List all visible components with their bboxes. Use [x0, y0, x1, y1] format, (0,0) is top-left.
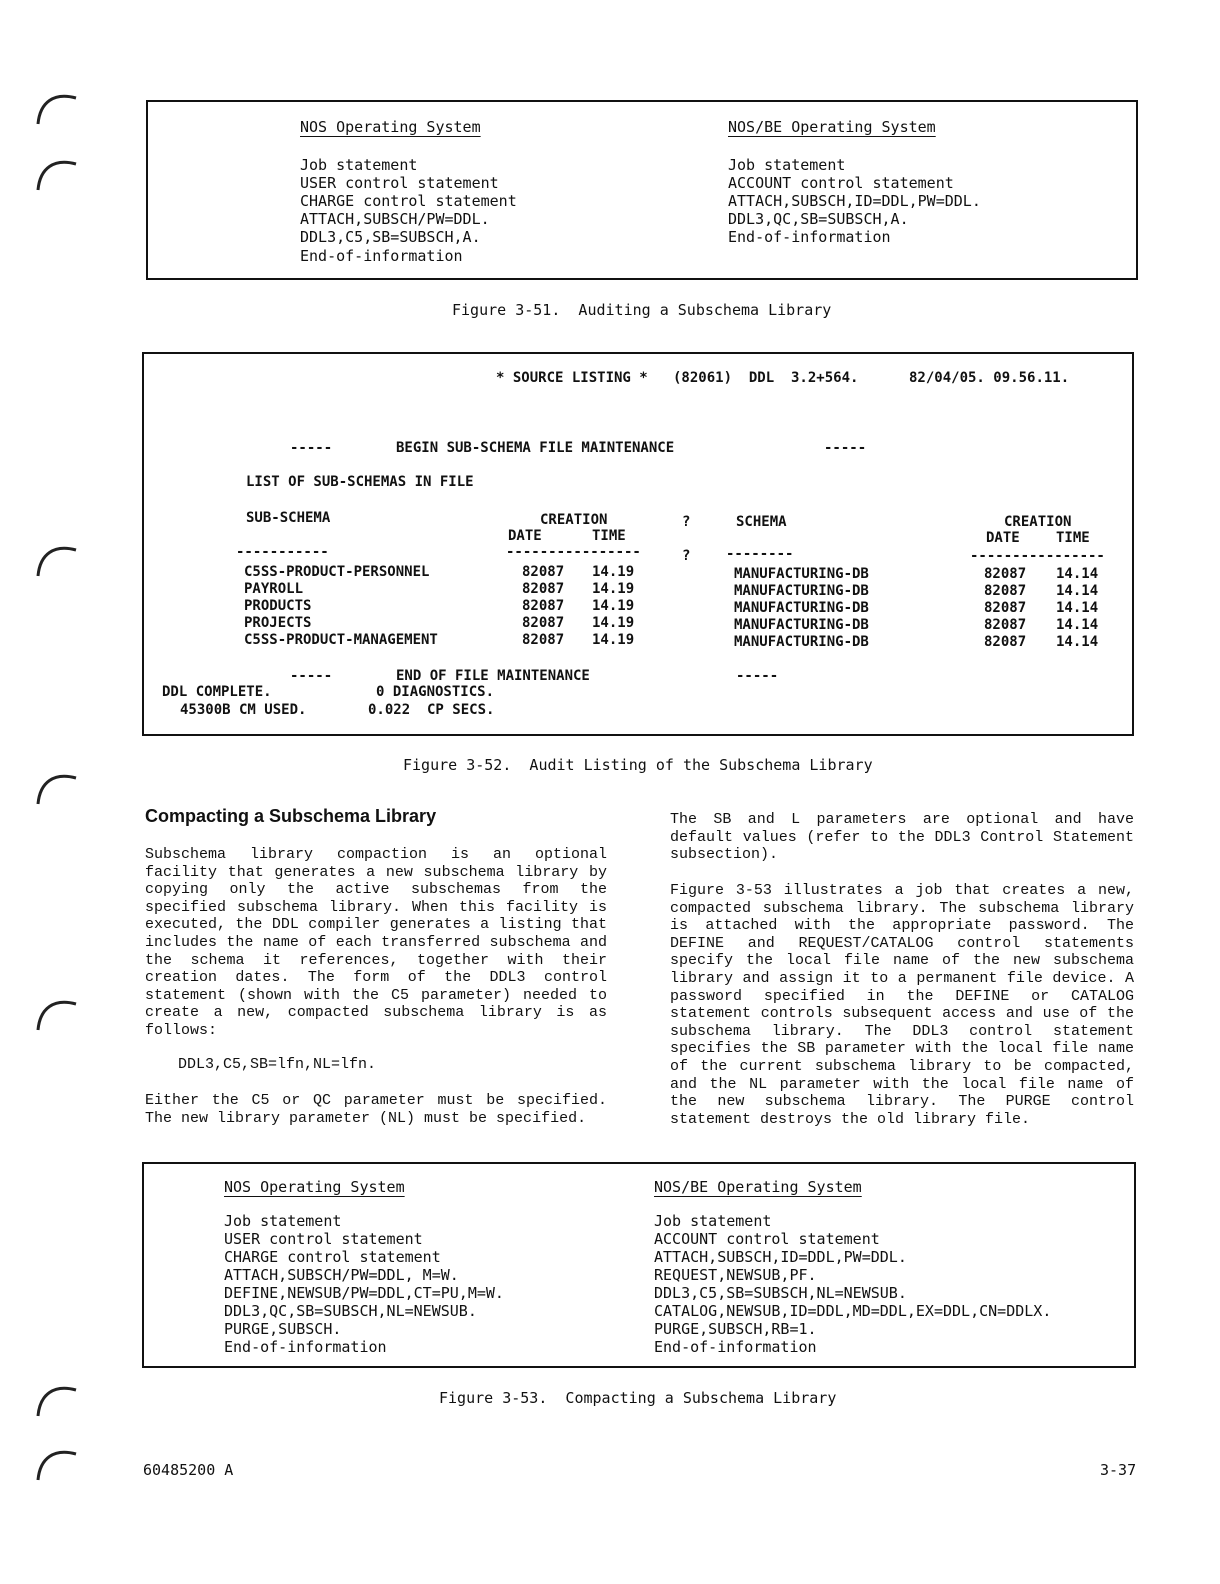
table-row-schema-time: 14.14: [1056, 617, 1099, 633]
table-row-date: 82087: [522, 632, 565, 648]
table-row-schema: MANUFACTURING-DB: [734, 600, 869, 616]
nosbe-line: End-of-information: [654, 1338, 817, 1356]
binder-hole-icon: [34, 536, 78, 580]
table-row-schema: MANUFACTURING-DB: [734, 583, 869, 599]
binder-hole-icon: [34, 84, 78, 128]
table-row-subschema: PROJECTS: [244, 615, 312, 631]
ddl-complete: DDL COMPLETE.: [162, 684, 272, 700]
paragraph: Subschema library compaction is an optional facility that generates a new subschema library by copying only the active subschemas from the specified subschema library. When this facility is executed, the DDL compiler generates a listing that includes the name of each transferred subschema and the schema it references, together with their creation dates. The form of the DDL3 control statement (shown with the C5 parameter) needed to create a new, compacted subschema library is as follows:: [145, 846, 607, 1039]
nos-line: Job statement: [300, 156, 418, 174]
col-schema-time: TIME: [1056, 530, 1090, 546]
rule: ----------------: [970, 548, 1105, 564]
nos-line: USER control statement: [224, 1230, 423, 1248]
figure-caption: Figure 3-52. Audit Listing of the Subschema Library: [403, 756, 873, 774]
nosbe-line: CATALOG,NEWSUB,ID=DDL,MD=DDL,EX=DDL,CN=DDLX.: [654, 1302, 1052, 1320]
doc-number: 60485200 A: [143, 1461, 234, 1479]
nos-line: DEFINE,NEWSUB/PW=DDL,CT=PU,M=W.: [224, 1284, 504, 1302]
diagnostics: 0 DIAGNOSTICS.: [376, 684, 495, 700]
nos-line: Job statement: [224, 1212, 342, 1230]
end-maintenance: END OF FILE MAINTENANCE: [396, 668, 590, 684]
nosbe-line: REQUEST,NEWSUB,PF.: [654, 1266, 817, 1284]
col-q: ?: [682, 514, 691, 530]
nosbe-title: NOS/BE Operating System: [654, 1178, 862, 1196]
binder-hole-icon: [34, 1440, 78, 1484]
col-schema: SCHEMA: [736, 514, 787, 530]
binder-hole-icon: [34, 990, 78, 1034]
table-row-time: 14.19: [592, 632, 635, 648]
table-row-subschema: C5SS-PRODUCT-PERSONNEL: [244, 564, 430, 580]
nosbe-line: Job statement: [654, 1212, 772, 1230]
list-title: LIST OF SUB-SCHEMAS IN FILE: [246, 474, 474, 490]
nos-line: DDL3,QC,SB=SUBSCH,NL=NEWSUB.: [224, 1302, 477, 1320]
col-q: ?: [682, 548, 691, 564]
table-row-schema: MANUFACTURING-DB: [734, 617, 869, 633]
table-row-time: 14.19: [592, 615, 635, 631]
page-number: 3-37: [1100, 1461, 1137, 1479]
rule: ----------------: [506, 544, 641, 560]
cp-secs: 0.022 CP SECS.: [368, 702, 495, 718]
table-row-schema-time: 14.14: [1056, 566, 1099, 582]
nos-line: ATTACH,SUBSCH/PW=DDL, M=W.: [224, 1266, 459, 1284]
nosbe-line: ACCOUNT control statement: [728, 174, 954, 192]
table-row-schema-date: 82087: [984, 566, 1027, 582]
nosbe-line: PURGE,SUBSCH,RB=1.: [654, 1320, 817, 1338]
table-row-subschema: PRODUCTS: [244, 598, 312, 614]
dash-marker: -----: [290, 440, 333, 456]
col-schema-date: DATE: [986, 530, 1020, 546]
col-creation: CREATION: [540, 512, 608, 528]
table-row-schema-date: 82087: [984, 583, 1027, 599]
begin-maintenance: BEGIN SUB-SCHEMA FILE MAINTENANCE: [396, 440, 675, 456]
nosbe-line: ACCOUNT control statement: [654, 1230, 880, 1248]
table-row-date: 82087: [522, 564, 565, 580]
figure-caption: Figure 3-51. Auditing a Subschema Library: [452, 301, 832, 319]
col-time: TIME: [592, 528, 626, 544]
table-row-schema-date: 82087: [984, 617, 1027, 633]
paragraph: Figure 3-53 illustrates a job that creates a new, compacted subschema library. The subschema library is attached with the appropriate password. The DEFINE and REQUEST/CATALOG control statements specify the local file name of the new subschema library and assign it to a permanent file device. A password specified in the DEFINE or CATALOG statement controls subsequent access and use of the subschema library. The DDL3 control statement specifies the SB parameter with the local file name of the current subschema library to be compacted, and the NL parameter with the local file name of the new subschema library. The PURGE control statement destroys the old library file.: [670, 882, 1134, 1128]
dash-marker: -----: [290, 668, 333, 684]
table-row-date: 82087: [522, 598, 565, 614]
nos-line: DDL3,C5,SB=SUBSCH,A.: [300, 228, 481, 246]
nosbe-line: ATTACH,SUBSCH,ID=DDL,PW=DDL.: [654, 1248, 907, 1266]
nosbe-line: DDL3,C5,SB=SUBSCH,NL=NEWSUB.: [654, 1284, 907, 1302]
table-row-schema-time: 14.14: [1056, 634, 1099, 650]
paragraph: The SB and L parameters are optional and have default values (refer to the DDL3 Control Statement subsection).: [670, 811, 1134, 864]
dash-marker: -----: [824, 440, 867, 456]
listing-header: * SOURCE LISTING * (82061) DDL 3.2+564. 82/04/05. 09.56.11.: [496, 370, 1070, 386]
figure-caption: Figure 3-53. Compacting a Subschema Library: [439, 1389, 837, 1407]
nosbe-line: ATTACH,SUBSCH,ID=DDL,PW=DDL.: [728, 192, 981, 210]
nosbe-line: Job statement: [728, 156, 846, 174]
binder-hole-icon: [34, 1376, 78, 1420]
nos-line: CHARGE control statement: [224, 1248, 441, 1266]
nos-title: NOS Operating System: [300, 118, 481, 136]
table-row-schema-date: 82087: [984, 634, 1027, 650]
rule: --------: [726, 546, 794, 562]
table-row-subschema: PAYROLL: [244, 581, 304, 597]
nos-line: ATTACH,SUBSCH/PW=DDL.: [300, 210, 490, 228]
nosbe-title: NOS/BE Operating System: [728, 118, 936, 136]
nos-line: CHARGE control statement: [300, 192, 517, 210]
table-row-schema-time: 14.14: [1056, 583, 1099, 599]
table-row-time: 14.19: [592, 581, 635, 597]
dash-marker: -----: [736, 668, 779, 684]
nos-line: USER control statement: [300, 174, 499, 192]
nosbe-line: DDL3,QC,SB=SUBSCH,A.: [728, 210, 909, 228]
table-row-schema-time: 14.14: [1056, 600, 1099, 616]
col-subschema: SUB-SCHEMA: [246, 510, 331, 526]
table-row-date: 82087: [522, 615, 565, 631]
table-row-subschema: C5SS-PRODUCT-MANAGEMENT: [244, 632, 438, 648]
col-schema-creation: CREATION: [1004, 514, 1072, 530]
nos-line: End-of-information: [300, 247, 463, 265]
figure-3-51-box: [146, 100, 1138, 280]
binder-hole-icon: [34, 150, 78, 194]
section-heading: Compacting a Subschema Library: [145, 806, 437, 826]
nos-line: PURGE,SUBSCH.: [224, 1320, 342, 1338]
table-row-schema-date: 82087: [984, 600, 1027, 616]
nos-line: End-of-information: [224, 1338, 387, 1356]
nosbe-line: End-of-information: [728, 228, 891, 246]
table-row-date: 82087: [522, 581, 565, 597]
figure-3-52-box: [142, 352, 1134, 736]
table-row-schema: MANUFACTURING-DB: [734, 634, 869, 650]
cm-used: 45300B CM USED.: [180, 702, 307, 718]
col-date: DATE: [508, 528, 542, 544]
binder-hole-icon: [34, 764, 78, 808]
table-row-schema: MANUFACTURING-DB: [734, 566, 869, 582]
rule: -----------: [236, 544, 329, 560]
code-example: DDL3,C5,SB=lfn,NL=lfn.: [178, 1056, 377, 1073]
table-row-time: 14.19: [592, 598, 635, 614]
nos-title: NOS Operating System: [224, 1178, 405, 1196]
table-row-time: 14.19: [592, 564, 635, 580]
figure-3-53-box: [142, 1162, 1136, 1368]
paragraph: Either the C5 or QC parameter must be specified. The new library parameter (NL) must be specified.: [145, 1092, 607, 1127]
